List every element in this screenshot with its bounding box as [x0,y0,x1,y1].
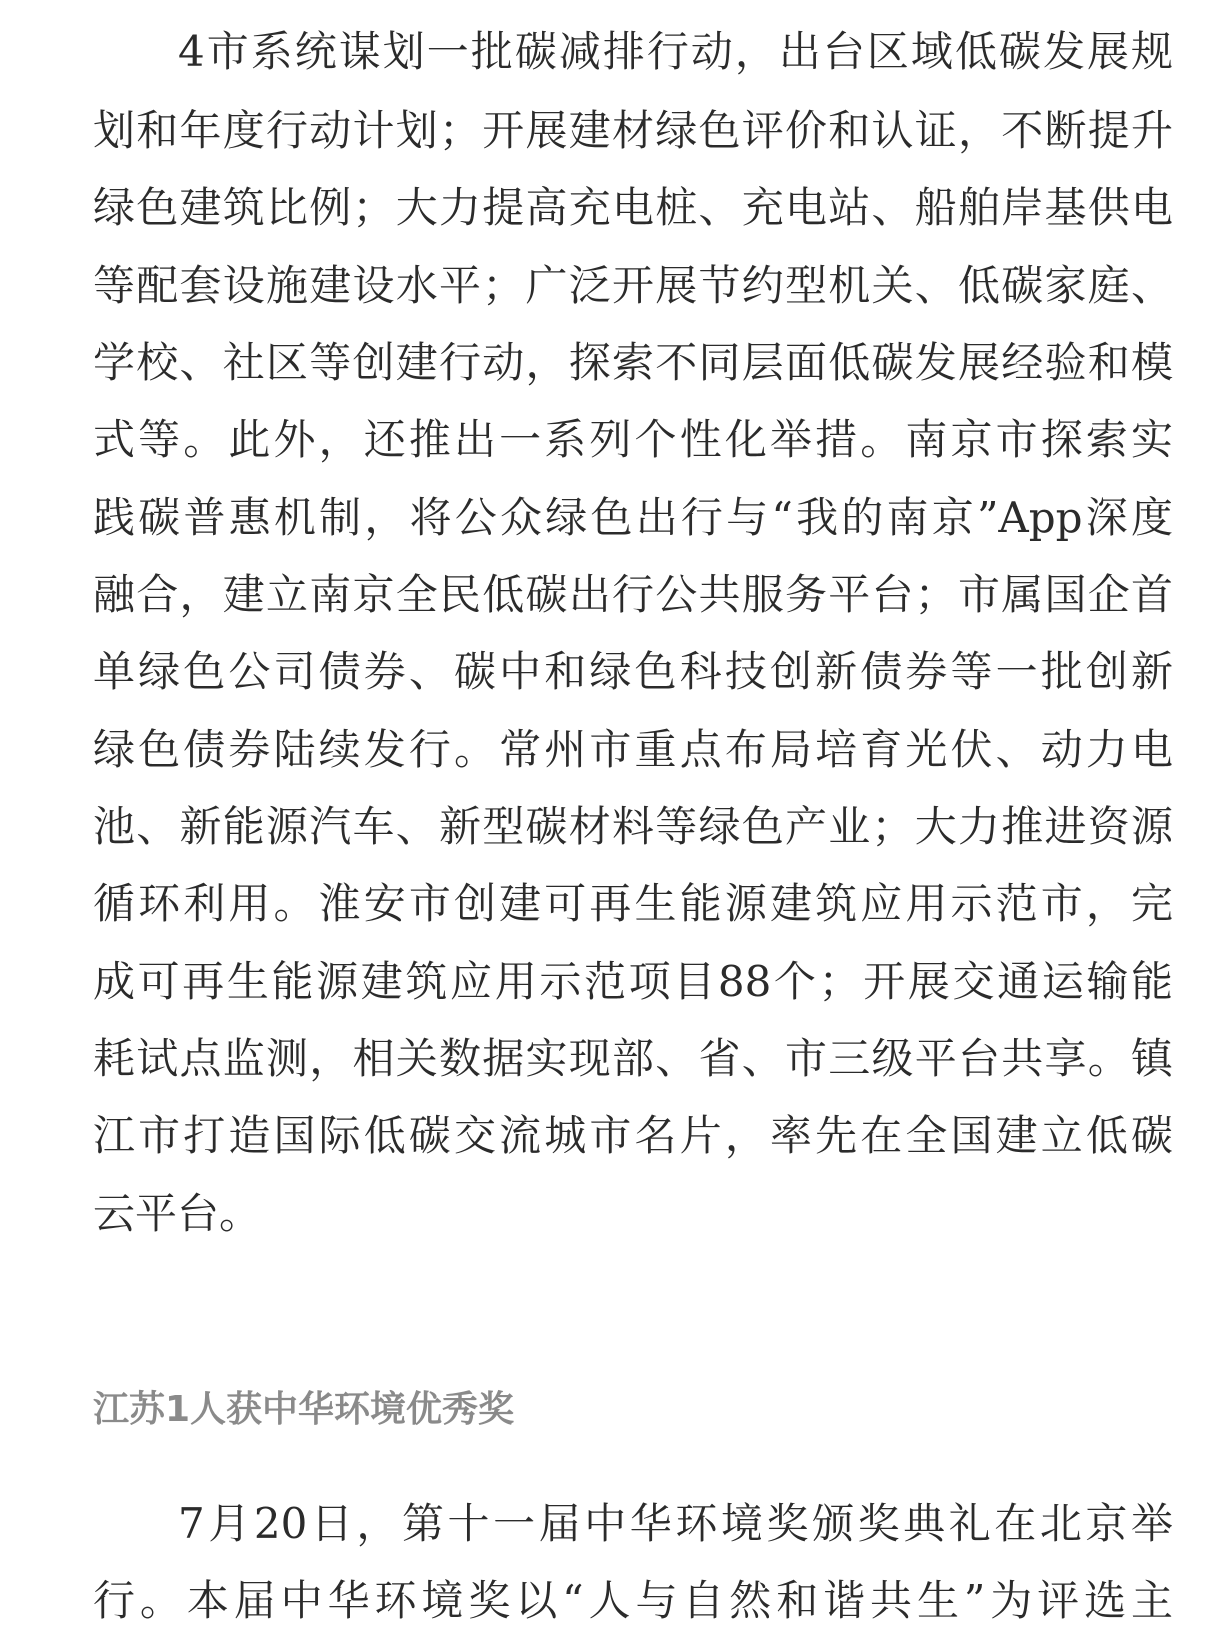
section-heading: 江苏1人获中华环境优秀奖 [93,1389,515,1430]
paragraph-1-line-6: 式等。此外，还推出一系列个性化举措。南京市探索实 [93,415,1173,464]
paragraph-1-line-12: 循环利用。淮安市创建可再生能源建筑应用示范市，完 [93,879,1173,928]
paragraph-1-line-5: 学校、社区等创建行动，探索不同层面低碳发展经验和模 [93,338,1173,387]
paragraph-1-line-8: 融合，建立南京全民低碳出行公共服务平台；市属国企首 [93,570,1173,619]
paragraph-1-line-11: 池、新能源汽车、新型碳材料等绿色产业；大力推进资源 [93,802,1173,851]
paragraph-2-line-2: 行。本届中华环境奖以“人与自然和谐共生”为评选主 [93,1576,1173,1625]
paragraph-1-line-1: 4市系统谋划一批碳减排行动，出台区域低碳发展规 [178,27,1173,76]
paragraph-1-line-13: 成可再生能源建筑应用示范项目88个；开展交通运输能 [93,957,1173,1006]
paragraph-1-line-9: 单绿色公司债券、碳中和绿色科技创新债券等一批创新 [93,647,1173,696]
paragraph-1-line-10: 绿色债券陆续发行。常州市重点布局培育光伏、动力电 [93,725,1173,774]
paragraph-1-line-16: 云平台。 [93,1189,262,1238]
paragraph-2-line-1: 7月20日，第十一届中华环境奖颁奖典礼在北京举 [178,1499,1173,1548]
paragraph-1-line-4: 等配套设施建设水平；广泛开展节约型机关、低碳家庭、 [93,261,1173,310]
paragraph-1-line-7: 践碳普惠机制，将公众绿色出行与“我的南京”App深度 [93,493,1173,542]
paragraph-1-line-15: 江市打造国际低碳交流城市名片，率先在全国建立低碳 [93,1111,1173,1160]
paragraph-1-line-14: 耗试点监测，相关数据实现部、省、市三级平台共享。镇 [93,1034,1173,1083]
paragraph-1-line-3: 绿色建筑比例；大力提高充电桩、充电站、船舶岸基供电 [93,183,1173,232]
paragraph-1-line-2: 划和年度行动计划；开展建材绿色评价和认证，不断提升 [93,106,1173,155]
